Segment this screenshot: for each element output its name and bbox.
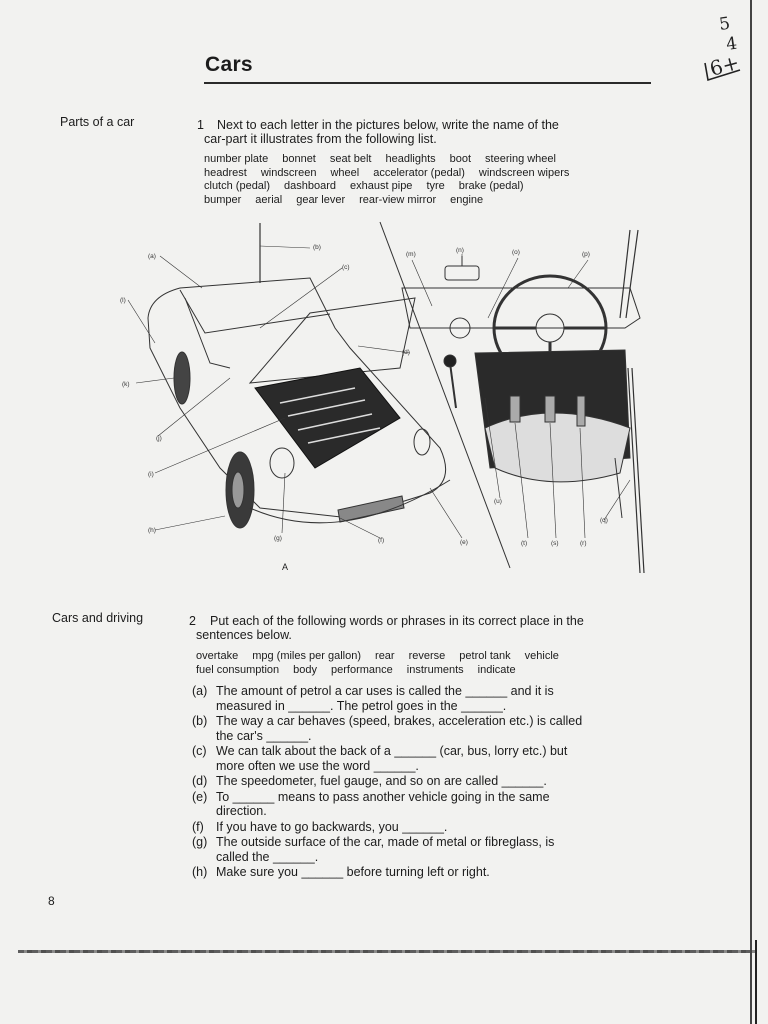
- word-item: exhaust pipe: [350, 180, 413, 192]
- title-underline: [204, 82, 651, 84]
- word-row: [204, 167, 664, 181]
- word-item: seat belt: [329, 153, 372, 165]
- sentence-line: called the ______.: [216, 849, 319, 864]
- sentence-line: The way a car behaves (speed, brakes, acceleration etc.) is called: [216, 714, 583, 728]
- sentence-body: [216, 714, 652, 743]
- gear-lever: [450, 363, 456, 408]
- rear-wheel: [174, 352, 190, 404]
- car-parts-illustration: [110, 218, 650, 578]
- label-l: (l): [120, 297, 126, 304]
- sentence-letter: (d): [192, 774, 208, 788]
- brake-pedal: [545, 396, 555, 422]
- sentence-line: To ______ means to pass another vehicle going in the same: [216, 789, 550, 804]
- label-j: (j): [156, 435, 162, 442]
- scan-right-edge-dark: [755, 940, 757, 1024]
- word-item: bonnet: [282, 153, 316, 165]
- word-row: [196, 664, 656, 678]
- sentence-line: direction.: [216, 804, 267, 818]
- sentence-line: If you have to go backwards, you ______.: [216, 819, 448, 834]
- sentence-item: [192, 865, 652, 880]
- scan-bottom-edge: [18, 950, 756, 953]
- sentence-letter: (e): [192, 789, 208, 804]
- sentence-letter: (a): [192, 684, 208, 698]
- word-item: dashboard: [284, 180, 337, 192]
- word-item: headlights: [385, 153, 436, 165]
- label-g: (g): [274, 535, 282, 542]
- accelerator-pedal: [577, 396, 585, 426]
- sentence-letter: (h): [192, 865, 208, 879]
- fill-in-sentences: [192, 684, 652, 881]
- label-d: (d): [402, 349, 410, 356]
- word-item: aerial: [255, 193, 283, 206]
- label-k: (k): [122, 381, 130, 388]
- word-item: headrest: [204, 166, 247, 179]
- word-row: [204, 180, 664, 194]
- label-o: (o): [512, 249, 520, 256]
- label-h: (h): [148, 527, 156, 534]
- label-p: (p): [582, 251, 590, 258]
- sentence-letter: (g): [192, 835, 208, 849]
- sentence-letter: (f): [192, 819, 204, 834]
- rear-view-mirror: [445, 266, 479, 280]
- question-1-instruction-cont: car-part it illustrates from the following list.: [204, 132, 437, 146]
- instruction-line: Next to each letter in the pictures below, write the name of the: [217, 118, 559, 132]
- sentence-item: [192, 790, 652, 819]
- word-item: number plate: [204, 153, 269, 165]
- label-u: (u): [494, 498, 502, 505]
- label-i: (i): [148, 471, 154, 478]
- sentence-body: [216, 865, 652, 880]
- label-q: (q): [600, 517, 608, 524]
- sentence-body: [216, 684, 652, 713]
- headlight-right: [414, 429, 430, 455]
- svg-text:5: 5: [717, 13, 732, 35]
- section-label-driving: Cars and driving: [52, 611, 144, 625]
- label-c: (c): [342, 264, 350, 271]
- clutch-pedal: [510, 396, 520, 422]
- word-item: brake (pedal): [458, 180, 524, 192]
- word-item: accelerator (pedal): [373, 166, 465, 179]
- word-item: clutch (pedal): [204, 180, 271, 192]
- car-parts-word-list: [204, 153, 664, 207]
- label-n: (n): [456, 247, 464, 254]
- sentence-line: Make sure you ______ before turning left or right.: [216, 865, 490, 879]
- sentence-line: more often we use the word ______.: [216, 758, 419, 773]
- headlight-left: [270, 448, 294, 478]
- page-number: 8: [48, 894, 55, 908]
- svg-text:6+: 6+: [707, 50, 742, 81]
- question-2-instruction-cont: sentences below.: [196, 628, 292, 642]
- word-item: instruments: [406, 663, 464, 676]
- word-item: windscreen: [260, 166, 317, 179]
- sentence-line: The speedometer, fuel gauge, and so on are called ______.: [216, 774, 547, 788]
- sentence-line: The amount of petrol a car uses is called the ______ and it is: [216, 684, 554, 698]
- sentence-item: [192, 835, 652, 864]
- word-item: engine: [450, 193, 484, 206]
- sentence-body: [216, 774, 652, 789]
- label-r: (r): [580, 540, 587, 547]
- sentence-item: [192, 820, 652, 835]
- sentence-item: [192, 774, 652, 789]
- section-label-parts: Parts of a car: [60, 115, 135, 129]
- word-item: tyre: [426, 180, 445, 192]
- sentence-line: the car's ______.: [216, 728, 312, 743]
- svg-text:4: 4: [724, 33, 739, 55]
- word-item: performance: [331, 663, 393, 676]
- word-item: indicate: [477, 663, 516, 676]
- word-row: [204, 153, 664, 167]
- sentence-body: [216, 790, 652, 819]
- word-item: fuel consumption: [196, 663, 280, 676]
- word-item: bumper: [204, 193, 242, 206]
- number-plate: [338, 496, 404, 522]
- sentence-item: [192, 714, 652, 743]
- word-item: windscreen wipers: [478, 166, 570, 179]
- driving-word-list: [196, 650, 656, 677]
- word-item: wheel: [330, 166, 360, 179]
- word-item: overtake: [196, 650, 239, 662]
- word-row: [196, 650, 656, 664]
- label-b: (b): [313, 244, 321, 251]
- word-item: gear lever: [296, 193, 346, 206]
- scan-right-edge: [750, 0, 752, 1024]
- question-1-number: 1: [197, 118, 204, 132]
- sentence-item: [192, 684, 652, 713]
- word-item: petrol tank: [459, 650, 511, 662]
- word-item: rear-view mirror: [359, 193, 437, 206]
- label-e: (e): [460, 539, 468, 546]
- label-t: (t): [521, 540, 528, 547]
- seat: [485, 413, 630, 482]
- label-m: (m): [406, 251, 416, 258]
- sentence-letter: (b): [192, 714, 208, 728]
- question-2-instruction: Put each of the following words or phrases in its correct place in the: [210, 614, 584, 628]
- word-item: body: [293, 663, 318, 676]
- bonnet-outline: [250, 298, 415, 383]
- figure-caption: A: [282, 562, 289, 572]
- label-f: (f): [378, 537, 385, 544]
- label-a: (a): [148, 253, 156, 260]
- word-item: boot: [449, 153, 472, 165]
- page-title: Cars: [205, 53, 253, 76]
- question-1-instruction: [217, 118, 657, 133]
- word-row: [204, 194, 664, 208]
- sentence-body: [216, 744, 652, 773]
- word-item: mpg (miles per gallon): [252, 650, 362, 662]
- word-item: rear: [375, 650, 395, 662]
- sentence-body: [216, 835, 652, 864]
- windscreen-outline: [180, 290, 330, 333]
- word-item: vehicle: [524, 650, 559, 662]
- label-s: (s): [551, 540, 559, 547]
- engine-bay: [255, 368, 400, 468]
- car-diagram-svg: [110, 218, 650, 578]
- sentence-line: measured in ______. The petrol goes in the ______.: [216, 698, 507, 713]
- sentence-item: [192, 744, 652, 773]
- sentence-body: [216, 820, 652, 835]
- question-2-number: 2: [189, 614, 196, 628]
- sentence-letter: (c): [192, 744, 207, 758]
- sentence-line: The outside surface of the car, made of metal or fibreglass, is: [216, 835, 555, 849]
- word-item: steering wheel: [485, 153, 556, 165]
- sentence-line: We can talk about the back of a ______ (car, bus, lorry etc.) but: [216, 744, 568, 758]
- word-item: reverse: [408, 650, 446, 662]
